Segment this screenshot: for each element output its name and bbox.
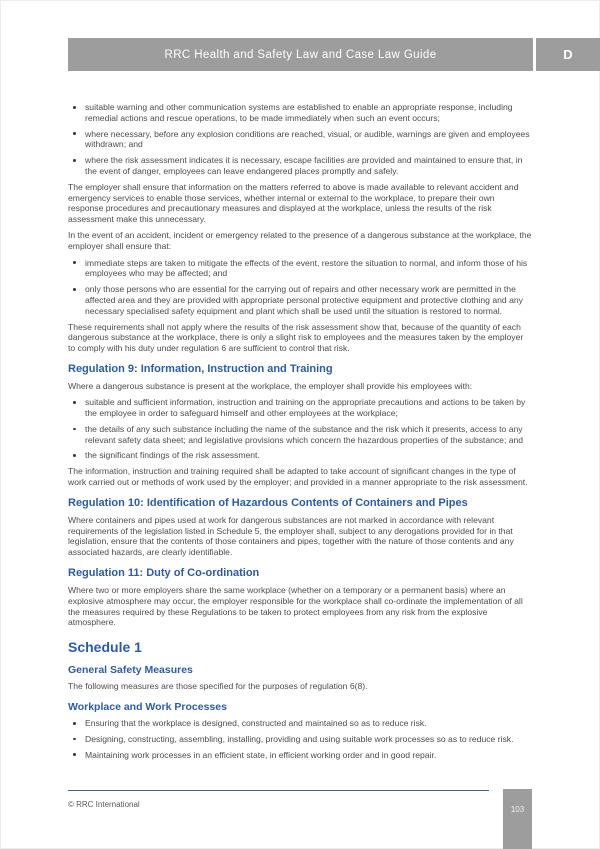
heading-general-safety-measures: General Safety Measures [68,664,193,677]
document-body [68,102,532,765]
heading-regulation-9: Regulation 9: Information, Instruction and Training [68,362,333,375]
section-letter: D [563,47,573,62]
page-number-box [503,789,532,849]
bullet-icon [73,722,76,725]
document-title-bar [68,38,533,71]
bullet-text: suitable warning and other communication systems are established to enable an appropriate response, including remedial actions and rescue operations, to be made immediately when such an event occurs; [85,102,513,123]
bullet-item [68,258,532,280]
bullet-item [68,129,532,151]
page-header-bar [68,38,600,71]
bullet-item [68,155,532,177]
bullet-item [68,102,532,124]
bullet-icon [73,753,76,756]
bullet-text: the details of any such substance including the name of the substance and the risk which it presents, access to any relevant safety data sheet; and legislative provisions which concern the hazardous properties of the substance; and [85,423,524,445]
footer-divider [68,790,489,791]
bullet-icon [73,261,76,264]
heading-schedule-1: Schedule 1 [68,639,142,656]
heading-regulation-11: Regulation 11: Duty of Co-ordination [68,567,260,579]
bullet-icon [73,428,76,431]
body-paragraph: In the event of an accident, incident or emergency related to the presence of a dangerous substance at the workplace, the employer shall ensure that: [68,230,532,252]
body-paragraph: Where containers and pipes used at work for dangerous substances are not marked in accordance with relevant requirements of the legislation listed in Schedule 5, the employer shall, subject to any derogations provided for in that legislation, ensure that the contents of those containers and pipes, together with the nature of those contents and any associated hazards, are clearly identifiable. [68,514,514,558]
bullet-icon [73,288,76,291]
bullet-icon [73,454,76,457]
bullet-text: immediate steps are taken to mitigate the effects of the event, restore the situation to normal, and inform those of his employees who may be affected; and [85,257,528,279]
document-title: RRC Health and Safety Law and Case Law Guide [164,48,437,61]
bullet-item [68,734,532,745]
bullet-text: Designing, constructing, assembling, installing, providing and using suitable work processes so as to reduce risk. [85,733,514,744]
body-paragraph: Where two or more employers share the same workplace (whether on a temporary or a permanent basis) where an explosive atmosphere may occur, the employer responsible for the workplace shall co-ordinate the implementation of all the measures required by these Regulations to be taken to protect employees from any risk from the explosive atmosphere. [68,585,523,628]
body-paragraph: These requirements shall not apply where the results of the risk assessment show that, because of the quantity of each dangerous substance at the workplace, there is only a slight risk to employees and the measures taken by the employer to comply with his duty under regulation 6 are sufficient to control that risk. [68,321,524,354]
bullet-icon [73,106,76,109]
bullet-icon [73,738,76,741]
page-number: 103 [510,805,525,814]
body-paragraph: The information, instruction and training required shall be adapted to take account of significant changes in the type of work carried out or methods of work used by the employer; and provided in a manner appropriate to the risk assessment. [68,466,528,488]
bullet-item [68,284,532,316]
bullet-icon [73,132,76,135]
bullet-icon [73,401,76,404]
heading-regulation-10: Regulation 10: Identification of Hazardous Contents of Containers and Pipes [68,496,468,509]
body-paragraph: The employer shall ensure that information on the matters referred to above is made available to relevant accident and emergency services to enable those services, whether internal or external to the workplace, to prepare their own response procedures and precautionary measures and displayed at the workplace, unless the results of the risk assessment make this unnecessary. [68,181,519,225]
body-paragraph: Where a dangerous substance is present at the workplace, the employer shall provide his employees with: [68,380,473,391]
body-paragraph: The following measures are those specified for the purposes of regulation 6(8). [68,681,368,692]
bullet-text: Ensuring that the workplace is designed, constructed and maintained so as to reduce risk. [85,717,427,728]
bullet-icon [73,159,76,162]
section-letter-tab [536,38,600,71]
bullet-item [68,750,532,761]
bullet-item [68,424,532,446]
bullet-text: where necessary, before any explosion conditions are reached, visual, or audible, warnings are given and employees withdrawn; and [85,128,530,150]
bullet-text: where the risk assessment indicates it is necessary, escape facilities are provided and maintained to ensure that, in the event of danger, employees can leave endangered places promptly and safely. [85,155,523,176]
bullet-text: only those persons who are essential for the carrying out of repairs and other necessary work are permitted in the affected area and they are provided with appropriate personal protective equipment and protective clothing and any necessary specialised safety equipment and plant which shall be used until the situation is restored to normal. [85,284,523,316]
bullet-item [68,397,532,419]
bullet-item [68,450,532,461]
heading-workplace-and-work-processes: Workplace and Work Processes [68,700,227,713]
bullet-text: the significant findings of the risk assessment. [85,450,260,461]
bullet-text: suitable and sufficient information, instruction and training on the appropriate precautions and actions to be taken by the employee in order to safeguard himself and other employees at the workplace; [85,397,526,419]
bullet-item [68,718,532,729]
footer-copyright: © RRC International [68,800,140,809]
bullet-text: Maintaining work processes in an efficient state, in efficient working order and in good repair. [85,749,437,760]
